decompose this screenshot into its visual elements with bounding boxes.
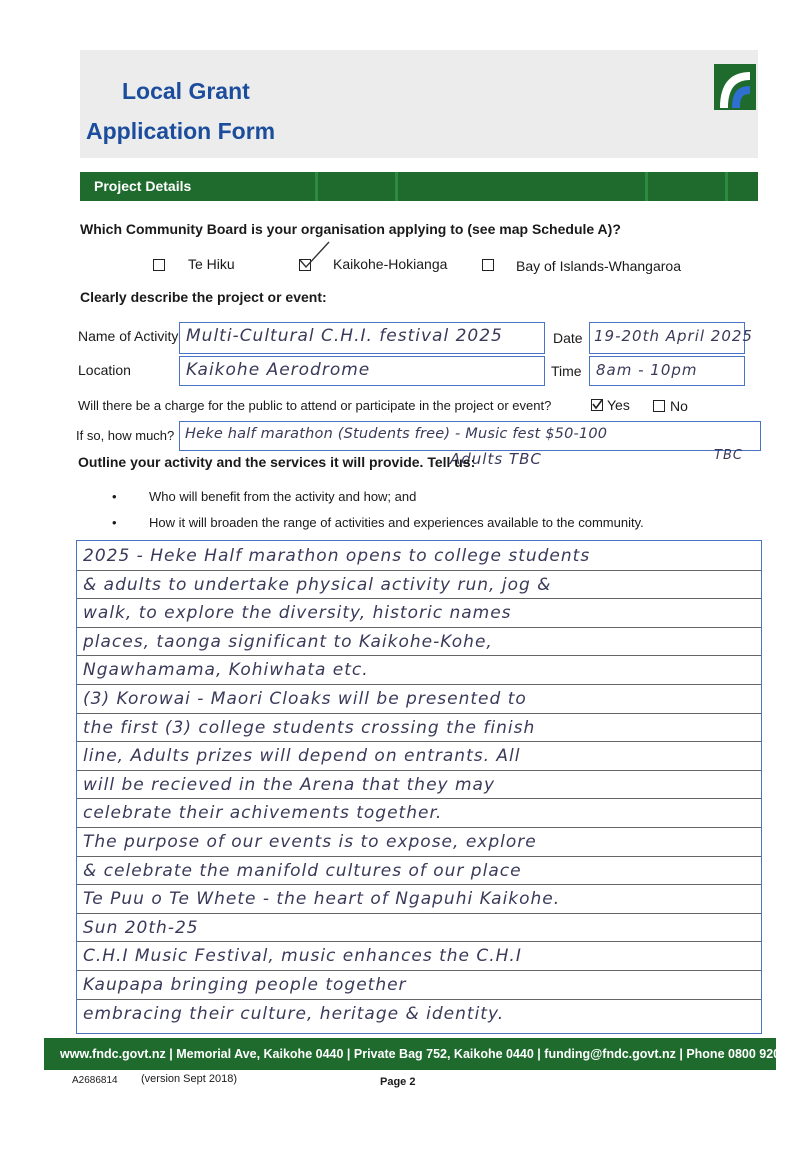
activity-value: Multi-Cultural C.H.I. festival 2025	[186, 326, 503, 346]
location-field[interactable]	[179, 356, 545, 386]
charge-no-checkbox[interactable]	[653, 399, 665, 417]
ruled-line	[77, 741, 761, 742]
response-line	[77, 972, 761, 1001]
response-line	[77, 800, 761, 829]
how-much-label: If so, how much?	[76, 428, 175, 443]
checkbox[interactable]	[653, 400, 665, 412]
activity-field[interactable]	[179, 322, 545, 354]
outline-prompt: Outline your activity and the services it will provide. Tell us:	[78, 454, 476, 470]
response-line	[77, 886, 761, 915]
ruled-line	[77, 770, 761, 771]
ruled-line	[77, 941, 761, 942]
response-line-text: walk, to explore the diversity, historic names	[83, 603, 512, 624]
response-line-text: Kaupapa bringing people together	[83, 975, 407, 995]
ruled-line	[77, 684, 761, 685]
option-te-hiku[interactable]	[153, 258, 165, 276]
ruled-line	[77, 713, 761, 714]
response-line	[77, 572, 761, 601]
section-title: Project Details	[94, 178, 192, 194]
charge-no-label: No	[670, 398, 688, 414]
charge-question: Will there be a charge for the public to attend or participate in the project or event?	[78, 398, 552, 413]
ruled-line	[77, 999, 761, 1000]
response-line-text: places, taonga significant to Kaikohe-Kohe,	[83, 631, 493, 652]
section-divider	[725, 172, 728, 201]
describe-prompt: Clearly describe the project or event:	[80, 289, 327, 305]
option-te-hiku-label: Te Hiku	[188, 256, 235, 272]
doc-version: (version Sept 2018)	[141, 1073, 237, 1085]
checkbox[interactable]	[482, 259, 494, 271]
ruled-line	[77, 627, 761, 628]
response-line	[77, 829, 761, 858]
option-kaikohe-hokianga[interactable]	[299, 258, 311, 276]
response-line	[77, 772, 761, 801]
response-line	[77, 686, 761, 715]
footer-bar	[44, 1038, 805, 1070]
response-line-text: will be recieved in the Arena that they may	[83, 774, 496, 795]
location-value: Kaikohe Aerodrome	[186, 360, 371, 380]
date-value: 19-20th April 2025	[594, 327, 753, 345]
response-line-text: celebrate their achivements together.	[83, 803, 443, 824]
section-divider	[315, 172, 318, 201]
council-logo-icon	[714, 64, 756, 110]
ruled-line	[77, 856, 761, 857]
ruled-line	[77, 798, 761, 799]
response-line	[77, 600, 761, 629]
response-line	[77, 629, 761, 658]
response-line	[77, 543, 761, 572]
ruled-line	[77, 827, 761, 828]
response-line-text: 2025 - Heke Half marathon opens to college students	[83, 546, 591, 566]
response-line-text: line, Adults prizes will depend on entrants. All	[83, 746, 521, 767]
doc-id: A2686814	[72, 1075, 118, 1086]
time-label: Time	[551, 363, 582, 379]
location-label: Location	[78, 362, 131, 378]
footer-contact: www.fndc.govt.nz | Memorial Ave, Kaikohe 0440 | Private Bag 752, Kaikohe 0440 | funding@fndc.govt.nz | Phone 0800 920 029	[60, 1047, 805, 1061]
response-line-text: & celebrate the manifold cultures of our place	[83, 860, 522, 881]
check-mark-icon	[591, 398, 604, 411]
date-label: Date	[553, 330, 583, 346]
check-mark-icon	[297, 240, 333, 272]
form-title-line1: Local Grant	[122, 78, 250, 104]
option-bay-of-islands-label: Bay of Islands-Whangaroa	[516, 258, 681, 274]
community-board-question: Which Community Board is your organisation applying to (see map Schedule A)?	[80, 221, 621, 237]
charge-yes-label: Yes	[607, 397, 630, 413]
time-value: 8am - 10pm	[596, 361, 698, 379]
ruled-line	[77, 598, 761, 599]
response-line-text: Te Puu o Te Whete - the heart of Ngapuhi Kaikohe.	[83, 889, 561, 910]
time-field[interactable]	[589, 356, 745, 386]
response-line-text: The purpose of our events is to expose, explore	[83, 832, 537, 852]
section-bar	[80, 172, 758, 201]
charge-yes-checkbox[interactable]	[591, 398, 603, 416]
response-line-text: & adults to undertake physical activity run, jog &	[83, 574, 552, 595]
how-much-note: TBC	[714, 448, 743, 463]
how-much-value: Heke half marathon (Students free) - Music fest $50-100	[185, 426, 608, 442]
response-line	[77, 743, 761, 772]
option-bay-of-islands[interactable]	[482, 258, 494, 276]
response-line	[77, 858, 761, 887]
date-field[interactable]	[589, 322, 753, 354]
how-much-value-line2: Adults TBC	[450, 450, 542, 468]
response-line	[77, 715, 761, 744]
response-line	[77, 943, 761, 972]
page-number: Page 2	[380, 1076, 416, 1088]
response-box[interactable]	[76, 540, 762, 1034]
response-line-text: Sun 20th-25	[83, 917, 199, 938]
ruled-line	[77, 655, 761, 656]
response-line-text: Ngawhamama, Kohiwhata etc.	[83, 660, 369, 681]
ruled-line	[77, 884, 761, 885]
response-line	[77, 915, 761, 944]
response-line	[77, 657, 761, 686]
response-line-text: the first (3) college students crossing the finish	[83, 717, 536, 738]
checkbox[interactable]	[153, 259, 165, 271]
option-kaikohe-hokianga-label: Kaikohe-Hokianga	[333, 256, 448, 272]
section-divider	[645, 172, 648, 201]
ruled-line	[77, 970, 761, 971]
response-line	[77, 1001, 761, 1030]
response-line-text: embracing their culture, heritage & identity.	[83, 1003, 505, 1024]
response-line-text: C.H.I Music Festival, music enhances the C.H.I	[83, 946, 522, 967]
how-much-field[interactable]	[179, 421, 761, 451]
ruled-line	[77, 913, 761, 914]
activity-label: Name of Activity	[78, 328, 179, 344]
form-title-line2: Application Form	[86, 118, 276, 144]
section-divider	[395, 172, 398, 201]
ruled-line	[77, 570, 761, 571]
response-line-text: (3) Korowai - Maori Cloaks will be presented to	[83, 689, 527, 709]
